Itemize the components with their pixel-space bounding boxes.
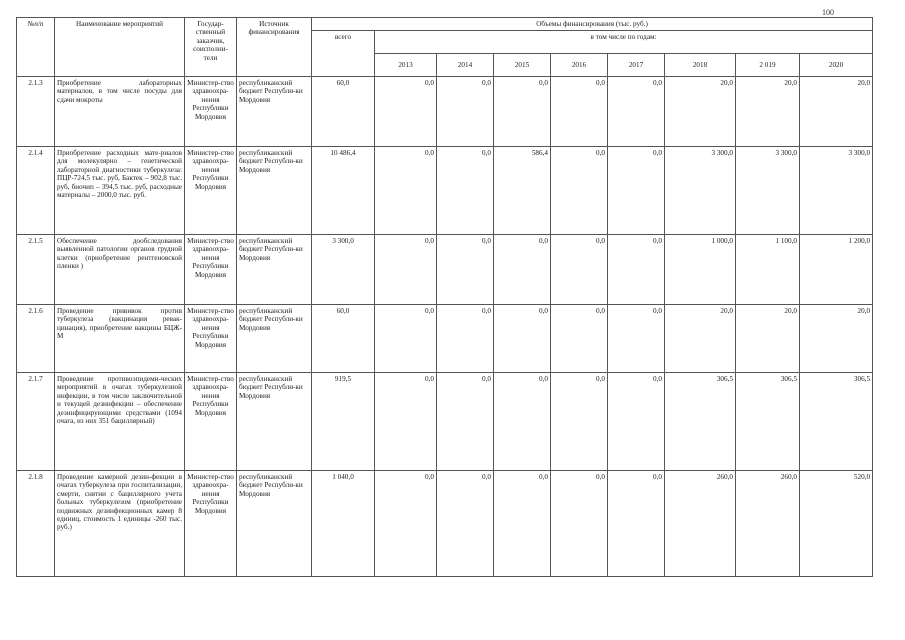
row-value: 0,0 [608,471,665,577]
row-name: Проведение прививок против туберкулеза (вакцинация ревак-цинация), приобретение вакцины БЦЖ-М [55,305,185,373]
row-value: 20,0 [800,77,873,147]
row-value: 0,0 [551,373,608,471]
header-year: 2018 [665,54,736,77]
row-value: 0,0 [375,77,437,147]
funding-table [16,17,873,577]
table-row [17,471,873,577]
header-num: №п/п [17,18,55,77]
row-value: 0,0 [494,305,551,373]
page-number: 100 [822,8,834,17]
row-value: 0,0 [551,305,608,373]
row-num: 2.1.7 [17,373,55,471]
row-total: 3 300,0 [312,235,375,305]
row-source: республиканский бюджет Республи-ки Мордовия [237,147,312,235]
row-source: республиканский бюджет Республи-ки Мордовия [237,235,312,305]
table-row [17,373,873,471]
row-value: 0,0 [551,235,608,305]
row-total: 60,0 [312,305,375,373]
row-value: 306,5 [665,373,736,471]
row-customer: Министер-ство здравоохра-нения Республики Мордовия [185,373,237,471]
row-source: республиканский бюджет Республи-ки Мордовия [237,373,312,471]
row-source: республиканский бюджет Республи-ки Мордовия [237,305,312,373]
row-total: 60,0 [312,77,375,147]
row-customer: Министер-ство здравоохра-нения Республики Мордовия [185,235,237,305]
row-value: 306,5 [800,373,873,471]
header-total: всего [312,31,375,77]
row-value: 0,0 [608,147,665,235]
row-customer: Министер-ство здравоохра-нения Республики Мордовия [185,471,237,577]
header-year: 2013 [375,54,437,77]
row-source: республиканский бюджет Республи-ки Мордовия [237,77,312,147]
row-value: 0,0 [494,471,551,577]
row-customer: Министер-ство здравоохра-нения Республики Мордовия [185,147,237,235]
row-value: 0,0 [551,77,608,147]
row-value: 0,0 [375,471,437,577]
row-value: 0,0 [608,235,665,305]
row-value: 260,0 [736,471,800,577]
row-value: 0,0 [608,77,665,147]
row-value: 0,0 [375,305,437,373]
row-value: 20,0 [736,77,800,147]
row-customer: Министер-ство здравоохра-нения Республики Мордовия [185,305,237,373]
row-value: 0,0 [608,305,665,373]
row-value: 520,0 [800,471,873,577]
row-name: Приобретение расходных мате-риалов для молекулярно – генетической лабораторной диагностики туберкулеза: ПЦР-724,5 тыс. руб, Бактек – 902,8 тыс. руб, биочип – 394,5 тыс. руб, расходные материалы – 2000,0 тыс. руб. [55,147,185,235]
header-year: 2020 [800,54,873,77]
header-year: 2015 [494,54,551,77]
row-value: 20,0 [800,305,873,373]
header-customer: Государ-ственный заказчик, соисполни-тели [185,18,237,77]
header-source: Источник финансирования [237,18,312,77]
table-row [17,235,873,305]
header-name: Наименование мероприятий [55,18,185,77]
row-value: 0,0 [551,147,608,235]
row-value: 306,5 [736,373,800,471]
row-value: 0,0 [437,77,494,147]
header-year: 2017 [608,54,665,77]
row-total: 10 486,4 [312,147,375,235]
row-value: 20,0 [736,305,800,373]
header-funding: Объемы финансирования (тыс. руб.) [312,18,873,31]
row-value: 0,0 [551,471,608,577]
row-source: республиканский бюджет Республи-ки Мордовия [237,471,312,577]
row-name: Проведение камерной дезин-фекции в очагах туберкулеза при госпитализации, смерти, снятии с бациллярного учета больных туберкулезом (приобретение подвижных дезинфекционных камер 8 единиц, стоимость 1 единицы -260 тыс. руб.) [55,471,185,577]
row-value: 3 300,0 [800,147,873,235]
row-value: 0,0 [494,77,551,147]
header-year: 2 019 [736,54,800,77]
row-value: 0,0 [375,147,437,235]
row-value: 20,0 [665,77,736,147]
row-value: 0,0 [437,147,494,235]
row-value: 0,0 [437,305,494,373]
table-row [17,305,873,373]
header-year: 2016 [551,54,608,77]
row-value: 0,0 [375,373,437,471]
row-value: 0,0 [494,235,551,305]
row-customer: Министер-ство здравоохра-нения Республики Мордовия [185,77,237,147]
header-by-years: в том числе по годам: [375,31,873,54]
table-row [17,77,873,147]
row-value: 586,4 [494,147,551,235]
header-year: 2014 [437,54,494,77]
row-value: 0,0 [437,373,494,471]
table-row [17,147,873,235]
row-value: 0,0 [494,373,551,471]
row-value: 0,0 [437,471,494,577]
row-total: 919,5 [312,373,375,471]
row-value: 1 100,0 [736,235,800,305]
row-value: 1 200,0 [800,235,873,305]
row-num: 2.1.5 [17,235,55,305]
row-num: 2.1.3 [17,77,55,147]
row-value: 3 300,0 [665,147,736,235]
row-value: 20,0 [665,305,736,373]
row-value: 0,0 [437,235,494,305]
row-value: 3 300,0 [736,147,800,235]
row-num: 2.1.4 [17,147,55,235]
row-value: 1 000,0 [665,235,736,305]
row-name: Проведение противоэпидеми-ческих мероприятий в очагах туберкулезной инфекции, в том числе заключительной и текущей дезинфекции – обеспечение дезинфицирующими средствами (1094 очага, из них 351 бациллярный) [55,373,185,471]
row-value: 0,0 [375,235,437,305]
row-value: 260,0 [665,471,736,577]
row-num: 2.1.8 [17,471,55,577]
row-num: 2.1.6 [17,305,55,373]
row-name: Обеспечение дообследования выявленной патологии органов грудной клетки (приобретение рентгеновской пленки ) [55,235,185,305]
row-total: 1 040,0 [312,471,375,577]
row-value: 0,0 [608,373,665,471]
row-name: Приобретение лабораторных материалов, в том числе посуды для сдачи мокроты [55,77,185,147]
